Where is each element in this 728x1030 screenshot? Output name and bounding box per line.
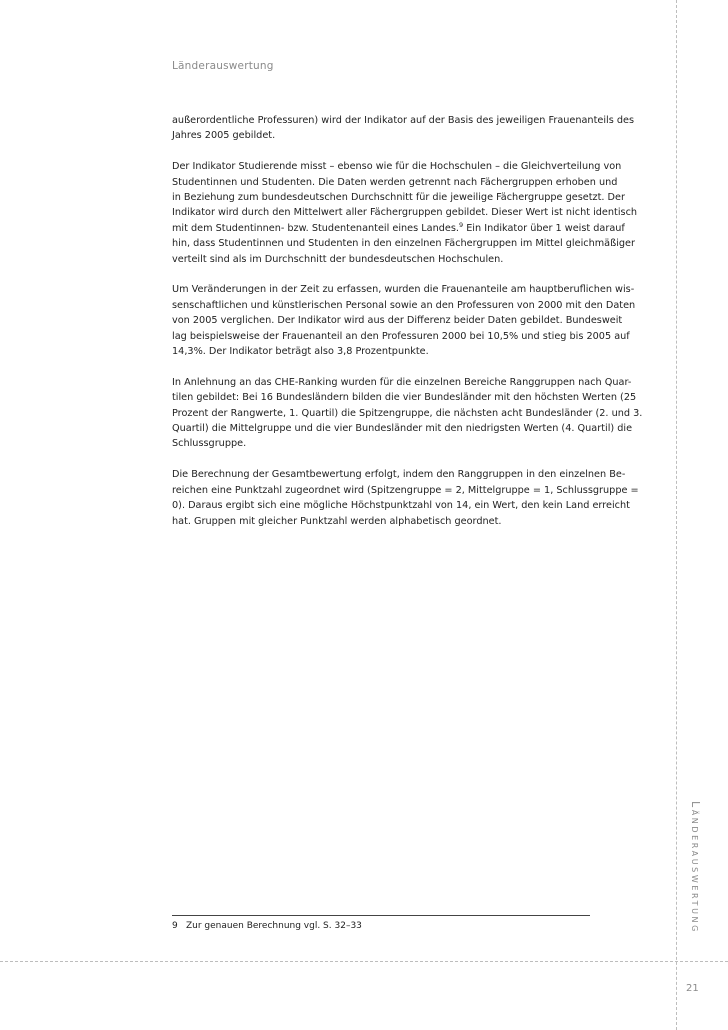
footnote-number: 9 — [172, 921, 178, 931]
text-line: tilen gebildet: Bei 16 Bundesländern bilden die vier Bundesländer mit den höchsten Werten (25 — [172, 392, 637, 404]
text-line: lag beispielsweise der Frauenanteil an den Professuren 2000 bei 10,5% und stieg bis 2005 auf — [172, 330, 630, 342]
text-line: außerordentliche Professuren) wird der Indikator auf der Basis des jeweiligen Frauenanteils des — [172, 115, 634, 126]
text-line: in Beziehung zum bundesdeutschen Durchschnitt für die jeweilige Fächergruppe gesetzt. Der — [172, 192, 625, 204]
text-line: Um Veränderungen in der Zeit zu erfassen, wurden die Frauenanteile am hauptberuflichen wis- — [172, 284, 635, 296]
text-line: 0). Daraus ergibt sich eine mögliche Höchstpunktzahl von 14, ein Wert, den kein Land erreicht — [172, 500, 630, 512]
text-segment: mit dem Studentinnen- bzw. Studentenanteil eines Landes. — [172, 222, 459, 234]
text-line: Indikator wird durch den Mittelwert aller Fächergruppen gebildet. Dieser Wert ist nicht identisch — [172, 207, 638, 219]
text-line: In Anlehnung an das CHE-Ranking wurden für die einzelnen Bereiche Ranggruppen nach Quar- — [172, 376, 632, 388]
horizontal-guide-line — [0, 961, 728, 962]
text-line: verteilt sind als im Durchschnitt der bundesdeutschen Hochschulen. — [172, 253, 504, 265]
text-line: hin, dass Studentinnen und Studenten in den einzelnen Fächergruppen im Mittel gleichmäßiger — [172, 238, 635, 250]
footnote — [172, 921, 362, 931]
paragraph-4 — [172, 375, 643, 452]
body-text — [172, 113, 643, 544]
text-line: Prozent der Rangwerte, 1. Quartil) die Spitzengruppe, die nächsten acht Bundesländer (2. und 3. — [172, 407, 643, 419]
text-line: Der Indikator Studierende misst – ebenso wie für die Hochschulen – die Gleichverteilung von — [172, 161, 622, 173]
text-line: hat. Gruppen mit gleicher Punktzahl werden alphabetisch geordnet. — [172, 515, 502, 527]
paragraph-5 — [172, 467, 639, 529]
text-line — [172, 220, 625, 236]
text-line: Quartil) die Mittelgruppe und die vier Bundesländer mit den niedrigsten Werten (4. Quartil) die — [172, 423, 633, 435]
footnote-divider — [172, 915, 590, 916]
paragraph-3 — [172, 282, 636, 359]
footnote-reference[interactable]: 9 — [458, 220, 464, 229]
text-line: Jahres 2005 gebildet. — [172, 130, 276, 142]
paragraph-1 — [172, 113, 634, 144]
text-line: 14,3%. Der Indikator beträgt also 3,8 Prozentpunkte. — [172, 346, 429, 358]
running-header: Länderauswertung — [172, 60, 274, 72]
text-line: Schlussgruppe. — [172, 438, 247, 450]
text-line: Studentinnen und Studenten. Die Daten werden getrennt nach Fächergruppen erhoben und — [172, 176, 618, 188]
text-segment: Ein Indikator über 1 weist darauf — [463, 222, 625, 234]
footnote-text: Zur genauen Berechnung vgl. S. 32–33 — [186, 921, 362, 931]
page-number: 21 — [686, 983, 699, 994]
text-line: reichen eine Punktzahl zugeordnet wird (Spitzengruppe = 2, Mittelgruppe = 1, Schlussgruppe = — [172, 484, 639, 496]
text-line: Die Berechnung der Gesamtbewertung erfolgt, indem den Ranggruppen in den einzelnen Be- — [172, 469, 626, 481]
text-line: von 2005 verglichen. Der Indikator wird aus der Differenz beider Daten gebildet. Bundesweit — [172, 315, 623, 327]
section-side-tab — [681, 801, 703, 934]
vertical-guide-line — [676, 0, 677, 1030]
text-line: senschaftlichen und künstlerischen Personal sowie an den Professuren von 2000 mit den Daten — [172, 299, 636, 311]
side-tab-label: Länderauswertung — [689, 801, 702, 934]
paragraph-2 — [172, 159, 638, 267]
